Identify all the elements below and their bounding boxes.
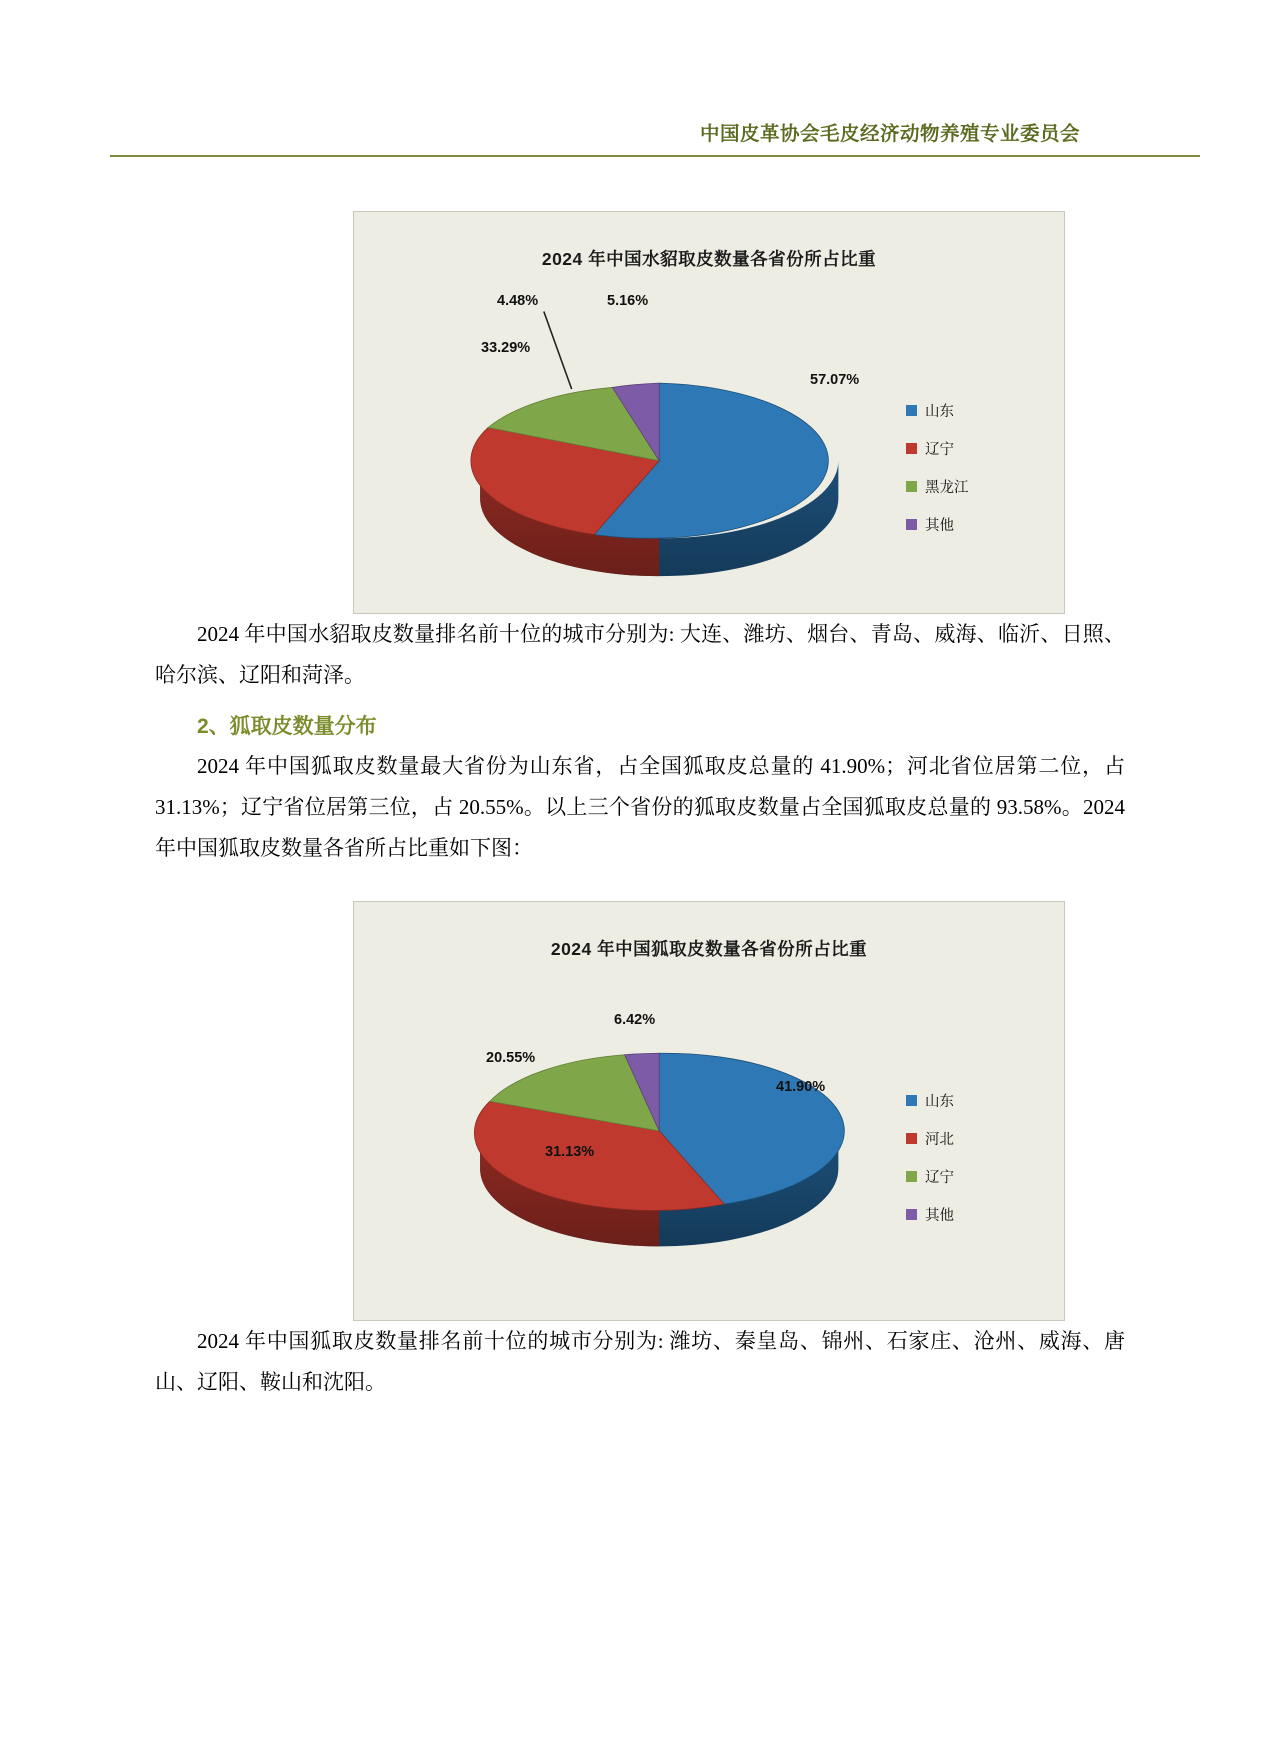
slice-label-liaoning: 33.29%	[481, 340, 531, 356]
figure-fox-pie-chart	[353, 901, 1065, 1321]
legend-item-hebei	[906, 1128, 954, 1149]
slice-label-shandong: 41.90%	[776, 1079, 826, 1095]
slice-label-liaoning: 20.55%	[486, 1050, 536, 1066]
legend-label: 其他	[925, 518, 954, 534]
legend-swatch-icon	[906, 481, 917, 492]
legend-item-other	[906, 514, 969, 535]
page-header	[110, 0, 1170, 146]
legend-label: 辽宁	[925, 1170, 954, 1186]
legend-item-liaoning	[906, 1166, 954, 1187]
legend-label: 河北	[925, 1132, 954, 1148]
paragraph-fox-cities: 2024 年中国狐取皮数量排名前十位的城市分别为: 潍坊、秦皇岛、锦州、石家庄、沧州、威海、唐山、辽阳、鞍山和沈阳。	[155, 1329, 1125, 1394]
legend-swatch-icon	[906, 1209, 917, 1220]
slice-label-other: 6.42%	[614, 1012, 656, 1028]
figure1-legend	[906, 400, 969, 552]
legend-swatch-icon	[906, 405, 917, 416]
slice-label-other: 5.16%	[607, 293, 649, 309]
legend-label: 其他	[925, 1208, 954, 1224]
legend-label: 山东	[925, 1094, 954, 1110]
figure2-legend	[906, 1090, 954, 1242]
legend-label: 黑龙江	[925, 480, 969, 496]
legend-swatch-icon	[906, 519, 917, 530]
header-divider	[110, 155, 1200, 157]
legend-swatch-icon	[906, 1095, 917, 1106]
slice-label-heilongjiang: 4.48%	[497, 293, 539, 309]
legend-swatch-icon	[906, 1133, 917, 1144]
paragraph-fox-distribution: 2024 年中国狐取皮数量最大省份为山东省，占全国狐取皮总量的 41.90%；河北省位居第二位，占 31.13%；辽宁省位居第三位，占 20.55%。以上三个省份的狐取皮数量占全国狐取皮总量的 93.58%。2024 年中国狐取皮数量各省所占比重如下图：	[155, 754, 1125, 860]
legend-item-shandong	[906, 1090, 954, 1111]
legend-item-liaoning	[906, 438, 969, 459]
fox-pie-svg	[354, 902, 1064, 1320]
paragraph-mink-cities: 2024 年中国水貂取皮数量排名前十位的城市分别为: 大连、潍坊、烟台、青岛、威海、临沂、日照、哈尔滨、辽阳和菏泽。	[155, 622, 1125, 687]
legend-item-other	[906, 1204, 954, 1225]
legend-label: 山东	[925, 404, 954, 420]
legend-swatch-icon	[906, 1171, 917, 1182]
header-title: 中国皮革协会毛皮经济动物养殖专业委员会	[699, 123, 1080, 145]
slice-label-hebei: 31.13%	[545, 1144, 595, 1160]
legend-label: 辽宁	[925, 442, 954, 458]
figure-mink-pie-chart	[353, 211, 1065, 614]
legend-item-shandong	[906, 400, 969, 421]
text-block-2	[110, 1321, 1170, 1403]
legend-item-heilongjiang	[906, 476, 969, 497]
section-heading-fox: 2、狐取皮数量分布	[197, 715, 377, 738]
slice-label-shandong: 57.07%	[810, 372, 860, 388]
text-block-1	[110, 614, 1170, 869]
figure1-title: 2024 年中国水貂取皮数量各省份所占比重	[541, 249, 877, 269]
figure2-title: 2024 年中国狐取皮数量各省份所占比重	[550, 939, 868, 959]
legend-swatch-icon	[906, 443, 917, 454]
